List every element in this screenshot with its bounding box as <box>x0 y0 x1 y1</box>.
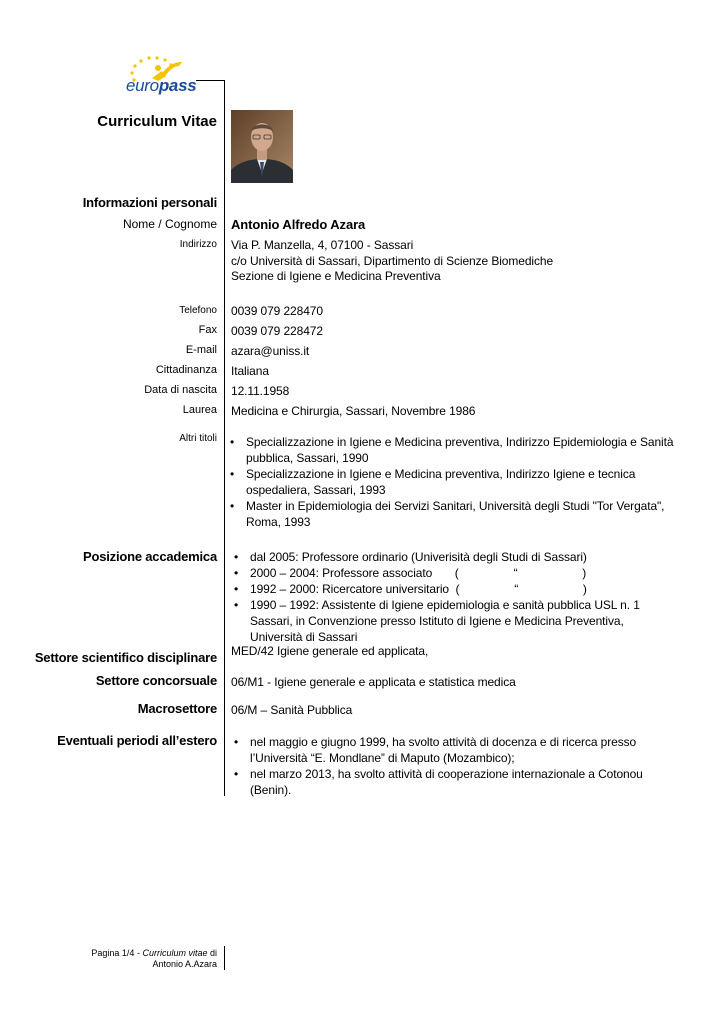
label-email: E-mail <box>185 344 217 356</box>
fax-value: 0039 079 228472 <box>231 324 323 338</box>
section-academic: Posizione accademica <box>82 549 217 564</box>
document-title: Curriculum Vitae <box>97 113 217 130</box>
header-rule <box>196 80 225 81</box>
list-item: • Master in Epidemiologia dei Servizi Sanitari, Università degli Studi "Tor Vergata", Roma, 1993 <box>228 498 678 530</box>
label-citizenship: Cittadinanza <box>155 364 217 376</box>
concorsuale-value: 06/M1 - Igiene generale e applicata e statistica medica <box>231 675 516 689</box>
list-item: • 2000 – 2004: Professore associato ( “ ) <box>232 565 672 581</box>
degree-value: Medicina e Chirurgia, Sassari, Novembre 1986 <box>231 404 476 418</box>
label-name: Nome / Cognome <box>122 217 217 231</box>
address-line-1: Via P. Manzella, 4, 07100 - Sassari <box>231 238 414 252</box>
academic-list <box>232 549 672 645</box>
email-value: azara@uniss.it <box>231 344 310 358</box>
list-item: • dal 2005: Professore ordinario (Univerisità degli Studi di Sassari) <box>232 549 672 565</box>
label-address: Indirizzo <box>179 239 217 250</box>
address-line-3: Sezione di Igiene e Medicina Preventiva <box>231 269 441 283</box>
label-phone: Telefono <box>179 305 217 316</box>
column-divider <box>224 80 225 796</box>
page-footer <box>91 948 217 970</box>
birth-value: 12.11.1958 <box>231 384 290 398</box>
label-titles: Altri titoli <box>179 433 217 444</box>
citizenship-value: Italiana <box>231 364 269 378</box>
label-birth: Data di nascita <box>144 384 217 396</box>
footer-page: Pagina 1/4 - <box>91 948 143 958</box>
person-name: Antonio Alfredo Azara <box>231 217 366 232</box>
label-fax: Fax <box>198 324 217 336</box>
footer-rule <box>224 946 225 970</box>
titles-list <box>228 434 678 530</box>
address-line-2: c/o Università di Sassari, Dipartimento di Scienze Biomediche <box>231 254 554 268</box>
ssd-value: MED/42 Igiene generale ed applicata, <box>231 644 429 658</box>
section-ssd: Settore scientifico disciplinare <box>34 650 217 665</box>
abroad-list <box>232 734 672 798</box>
europass-logo <box>122 54 212 100</box>
phone-value: 0039 079 228470 <box>231 304 323 318</box>
list-item: • nel marzo 2013, ha svolto attività di cooperazione internazionale a Cotonou (Benin). <box>232 766 672 798</box>
profile-photo <box>231 110 293 183</box>
logo-text-euro: euro <box>126 76 159 95</box>
footer-doc: Curriculum vitae <box>142 948 208 958</box>
section-concorsuale: Settore concorsuale <box>95 673 217 688</box>
list-item: • 1990 – 1992: Assistente di Igiene epidemiologia e sanità pubblica USL n. 1 Sassari, in Convenzione presso Istituto di Igiene e Medicina Preventiva, Università di Sassari <box>232 597 672 645</box>
macro-value: 06/M – Sanità Pubblica <box>231 703 353 717</box>
list-item: • Specializzazione in Igiene e Medicina preventiva, Indirizzo Igiene e tecnica ospedaliera, Sassari, 1993 <box>228 466 678 498</box>
list-item: • 1992 – 2000: Ricercatore universitario ( “ ) <box>232 581 672 597</box>
section-abroad: Eventuali periodi all’estero <box>57 733 217 748</box>
section-personal: Informazioni personali <box>82 195 217 210</box>
section-macro: Macrosettore <box>137 701 217 716</box>
list-item: • nel maggio e giugno 1999, ha svolto attività di docenza e di ricerca presso l’Università “E. Mondlane” di Maputo (Mozambico); <box>232 734 672 766</box>
footer-author: Antonio A.Azara <box>152 959 217 969</box>
logo-text-pass: pass <box>158 76 197 95</box>
label-degree: Laurea <box>182 404 217 416</box>
list-item: • Specializzazione in Igiene e Medicina preventiva, Indirizzo Epidemiologia e Sanità pubblica, Sassari, 1990 <box>228 434 678 466</box>
footer-of: di <box>207 948 217 958</box>
